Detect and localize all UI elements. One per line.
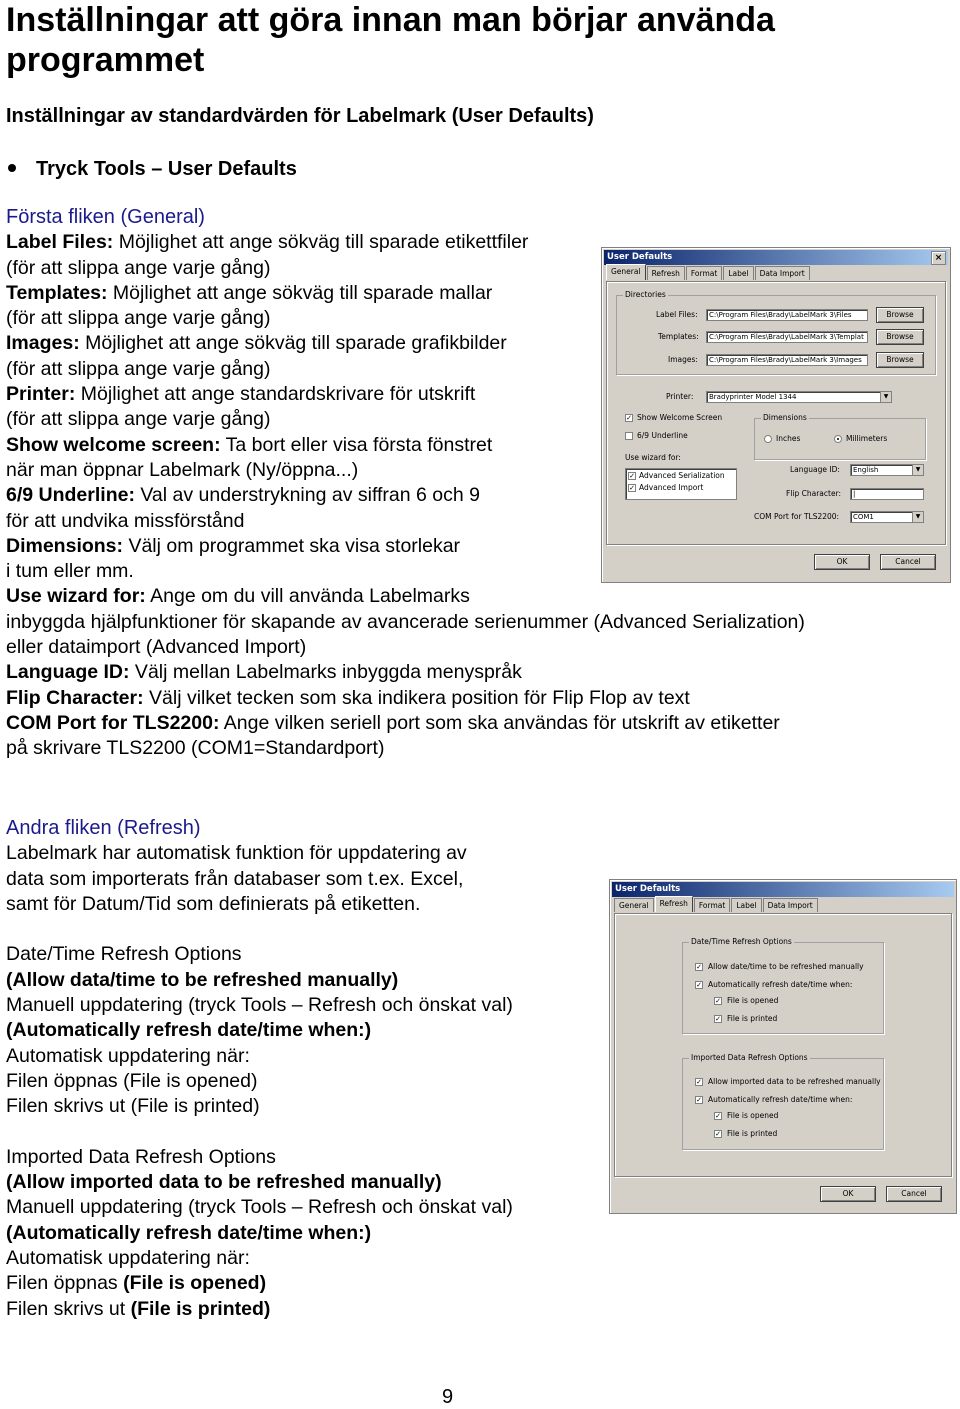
millimeters-radio[interactable] — [834, 435, 842, 443]
bullet-text: Tryck Tools – User Defaults — [36, 158, 297, 180]
images-label: Images: — [668, 355, 698, 364]
refresh-desc-line — [6, 867, 513, 892]
dialog-titlebar — [604, 250, 948, 265]
chevron-down-icon: ▼ — [880, 392, 891, 402]
refresh-desc-text: Filen skrivs ut — [6, 1297, 131, 1320]
general-desc-term: Language ID: — [6, 661, 130, 684]
underline69-checkbox[interactable] — [625, 432, 633, 440]
printer-select[interactable] — [706, 391, 892, 403]
general-desc-term: Images: — [6, 332, 80, 355]
use-wizard-label: Use wizard for: — [625, 453, 681, 462]
cancel-button[interactable]: Cancel — [880, 554, 936, 570]
imp-auto-checkbox[interactable]: ✓ — [696, 1096, 702, 1104]
general-desc-text: inbyggda hjälpfunktioner för skapande av avancerade serienummer (Advanced Serialization) — [6, 610, 805, 633]
tab-refresh[interactable]: Refresh — [647, 266, 685, 280]
label-files-input[interactable]: C:\Program Files\Brady\LabelMark 3\Files — [706, 309, 868, 321]
imp-printed-checkbox[interactable]: ✓ — [715, 1130, 721, 1138]
refresh-desc-line — [6, 1094, 513, 1119]
general-desc-text: Välj mellan Labelmarks inbyggda menyspråk — [129, 661, 522, 684]
refresh-desc-line — [6, 1145, 513, 1170]
refresh-desc-text: Filen öppnas (File is opened) — [6, 1069, 258, 1092]
tab-general[interactable]: General — [606, 264, 646, 280]
refresh-desc-line — [6, 1120, 513, 1145]
flip-input[interactable]: | — [850, 488, 924, 500]
label-files-label: Label Files: — [656, 310, 698, 319]
show-welcome-checkbox[interactable]: ✓ — [626, 414, 632, 422]
adv-import-label: Advanced Import — [639, 483, 704, 492]
com-port-label: COM Port for TLS2200: — [754, 512, 840, 521]
refresh-desc-line — [6, 1246, 513, 1271]
templates-input[interactable]: C:\Program Files\Brady\LabelMark 3\Templat — [706, 331, 868, 343]
language-value: English — [853, 466, 879, 474]
refresh-desc-line — [6, 1069, 513, 1094]
refresh-desc-text: Manuell uppdatering (tryck Tools – Refresh och önskat val) — [6, 1196, 513, 1219]
refresh-desc-line — [6, 993, 513, 1018]
refresh-desc-text: Filen öppnas — [6, 1272, 124, 1295]
refresh-desc-line — [6, 1044, 513, 1069]
general-desc-term: COM Port for TLS2200: — [6, 711, 220, 734]
datetime-refresh-label: Date/Time Refresh Options — [691, 937, 792, 946]
printer-label: Printer: — [666, 392, 694, 401]
imp-printed-label: File is printed — [727, 1129, 778, 1138]
inches-label: Inches — [776, 434, 801, 443]
dt-allow-checkbox[interactable]: ✓ — [696, 963, 702, 971]
page-title: Inställningar att göra innan man börjar använda programmet — [6, 1, 775, 79]
refresh-desc-term: (Allow data/time to be refreshed manually) — [6, 968, 399, 991]
imp-auto-label: Automatically refresh date/time when: — [708, 1095, 853, 1104]
refresh-desc-term: (Automatically refresh date/time when:) — [6, 1221, 372, 1244]
inches-radio[interactable] — [764, 435, 772, 443]
refresh-desc-term: (File is printed) — [130, 1297, 271, 1320]
refresh-desc-text: data som importerats från databaser som t.ex. Excel, — [6, 867, 464, 890]
underline69-label: 6/9 Underline — [637, 431, 688, 440]
general-desc-line — [6, 736, 805, 761]
browse-images-button[interactable]: Browse — [876, 352, 924, 368]
dialog-titlebar — [612, 882, 954, 897]
com-port-value: COM1 — [853, 513, 874, 521]
general-desc-line — [6, 660, 805, 685]
close-icon[interactable]: × — [931, 251, 946, 265]
adv-serialization-label: Advanced Serialization — [639, 471, 725, 480]
refresh-desc-text: Automatisk uppdatering när: — [6, 1247, 250, 1270]
general-desc-term: Printer: — [6, 383, 76, 406]
tab-label[interactable]: Label — [723, 266, 753, 280]
general-desc-line — [6, 711, 805, 736]
millimeters-label: Millimeters — [846, 434, 888, 443]
general-desc-term: 6/9 Underline: — [6, 484, 135, 507]
flip-label: Flip Character: — [786, 489, 842, 498]
dt-auto-label: Automatically refresh date/time when: — [708, 980, 853, 989]
page-number: 9 — [442, 1386, 454, 1408]
tab-data-import[interactable]: Data Import — [763, 898, 818, 912]
tab-general[interactable]: General — [614, 898, 654, 912]
refresh-desc-line — [6, 917, 513, 942]
images-input[interactable]: C:\Program Files\Brady\LabelMark 3\Images — [706, 354, 868, 366]
dimensions-label: Dimensions — [763, 413, 807, 422]
general-desc-term: Templates: — [6, 281, 108, 304]
show-welcome-label: Show Welcome Screen — [637, 413, 723, 422]
general-desc-text: Möjlighet att ange sökväg till sparade etikettfiler — [113, 231, 529, 254]
refresh-desc-text: Automatisk uppdatering när: — [6, 1044, 250, 1067]
directories-label: Directories — [625, 290, 666, 299]
com-port-select[interactable] — [850, 511, 924, 523]
tab-refresh[interactable]: Refresh — [655, 896, 693, 912]
ok-button[interactable]: OK — [820, 1186, 876, 1202]
general-desc-term: Show welcome screen: — [6, 433, 221, 456]
general-desc-text: Välj om programmet ska visa storlekar — [123, 534, 461, 557]
general-desc-text: Möjlighet att ange sökväg till sparade grafikbilder — [79, 332, 507, 355]
general-desc-text: för att undvika missförstånd — [6, 509, 245, 532]
dt-printed-checkbox[interactable]: ✓ — [715, 1015, 721, 1023]
language-select[interactable] — [850, 464, 924, 476]
bullet-item — [6, 158, 297, 181]
general-desc-text: Välj vilket tecken som ska indikera position för Flip Flop av text — [143, 686, 690, 709]
general-desc-text: i tum eller mm. — [6, 560, 134, 583]
general-desc-text: Val av understrykning av siffran 6 och 9 — [134, 484, 481, 507]
refresh-desc-line — [6, 942, 513, 967]
dialog-title: User Defaults — [615, 884, 681, 894]
general-desc-line — [6, 635, 805, 660]
tab-bar — [606, 266, 811, 280]
subheading: Inställningar av standardvärden för Labelmark (User Defaults) — [6, 105, 594, 127]
imp-allow-checkbox[interactable]: ✓ — [696, 1078, 702, 1086]
dt-allow-label: Allow date/time to be refreshed manually — [708, 962, 864, 971]
tab-data-import[interactable]: Data Import — [755, 266, 810, 280]
dt-auto-checkbox[interactable]: ✓ — [696, 981, 702, 989]
tab-label[interactable]: Label — [731, 898, 761, 912]
chevron-down-icon: ▼ — [912, 465, 923, 475]
general-desc-term: Flip Character: — [6, 686, 144, 709]
general-desc-text: när man öppnar Labelmark (Ny/öppna...) — [6, 458, 359, 481]
general-desc-term: Use wizard for: — [6, 585, 146, 608]
refresh-desc-line — [6, 841, 513, 866]
general-desc-line — [6, 610, 805, 635]
general-desc-text: på skrivare TLS2200 (COM1=Standardport) — [6, 737, 385, 760]
general-desc-text: Ange om du vill använda Labelmarks — [145, 585, 470, 608]
dt-printed-label: File is printed — [727, 1014, 778, 1023]
chevron-down-icon: ▼ — [912, 512, 923, 522]
cancel-button[interactable]: Cancel — [886, 1186, 942, 1202]
tab-format[interactable]: Format — [694, 898, 730, 912]
refresh-desc-line — [6, 1018, 513, 1043]
general-desc-term: Dimensions: — [6, 534, 124, 557]
refresh-desc-line — [6, 1271, 513, 1296]
refresh-desc-line — [6, 892, 513, 917]
tab-bar — [614, 898, 819, 912]
refresh-desc-text: Imported Data Refresh Options — [6, 1145, 276, 1168]
section-refresh-lines — [6, 841, 513, 1322]
general-desc-text: Möjlighet att ange standardskrivare för utskrift — [75, 383, 476, 406]
general-desc-text: (för att slippa ange varje gång) — [6, 357, 271, 380]
browse-templates-button[interactable]: Browse — [876, 329, 924, 345]
refresh-desc-term: (Allow imported data to be refreshed manually) — [6, 1171, 442, 1194]
general-desc-text: eller dataimport (Advanced Import) — [6, 636, 307, 659]
dialog-title: User Defaults — [607, 252, 673, 262]
general-desc-text: (för att slippa ange varje gång) — [6, 408, 271, 431]
user-defaults-dialog-general — [601, 247, 951, 583]
tab-format[interactable]: Format — [686, 266, 722, 280]
refresh-desc-line — [6, 1221, 513, 1246]
dt-opened-label: File is opened — [727, 996, 779, 1005]
imported-refresh-label: Imported Data Refresh Options — [691, 1053, 808, 1062]
imp-allow-label: Allow imported data to be refreshed manually — [708, 1077, 881, 1086]
templates-label: Templates: — [658, 332, 699, 341]
general-desc-text: (för att slippa ange varje gång) — [6, 307, 271, 330]
general-desc-text: Möjlighet att ange sökväg till sparade mallar — [107, 281, 493, 304]
refresh-desc-term: (File is opened) — [123, 1272, 267, 1295]
user-defaults-dialog-refresh — [609, 879, 957, 1214]
general-desc-term: Label Files: — [6, 231, 114, 254]
bullet-icon — [8, 164, 16, 172]
general-desc-line — [6, 584, 805, 609]
refresh-desc-text: Date/Time Refresh Options — [6, 943, 242, 966]
refresh-desc-text: Filen skrivs ut (File is printed) — [6, 1095, 260, 1118]
general-desc-text: Ta bort eller visa första fönstret — [220, 433, 493, 456]
general-desc-text: (för att slippa ange varje gång) — [6, 256, 271, 279]
language-label: Language ID: — [790, 465, 840, 474]
section-refresh-title: Andra fliken (Refresh) — [6, 817, 201, 839]
general-desc-line — [6, 686, 805, 711]
imp-opened-checkbox[interactable]: ✓ — [715, 1112, 721, 1120]
section-refresh — [6, 816, 513, 1322]
printer-value: Bradyprinter Model 1344 — [709, 393, 797, 401]
refresh-desc-line — [6, 1297, 513, 1322]
adv-import-checkbox[interactable]: ✓ — [629, 484, 635, 492]
refresh-desc-text: Manuell uppdatering (tryck Tools – Refresh och önskat val) — [6, 994, 513, 1017]
browse-label-files-button[interactable]: Browse — [876, 307, 924, 323]
section-general-title: Första fliken (General) — [6, 206, 205, 228]
adv-serialization-checkbox[interactable]: ✓ — [629, 472, 635, 480]
dt-opened-checkbox[interactable]: ✓ — [715, 997, 721, 1005]
refresh-desc-text: Labelmark har automatisk funktion för uppdatering av — [6, 842, 467, 865]
ok-button[interactable]: OK — [814, 554, 870, 570]
refresh-desc-text: samt för Datum/Tid som definierats på etiketten. — [6, 892, 421, 915]
imp-opened-label: File is opened — [727, 1111, 779, 1120]
refresh-desc-term: (Automatically refresh date/time when:) — [6, 1019, 372, 1042]
refresh-desc-line — [6, 1170, 513, 1195]
refresh-desc-line — [6, 1195, 513, 1220]
general-desc-text: Ange vilken seriell port som ska användas för utskrift av etiketter — [219, 711, 780, 734]
refresh-desc-line — [6, 968, 513, 993]
